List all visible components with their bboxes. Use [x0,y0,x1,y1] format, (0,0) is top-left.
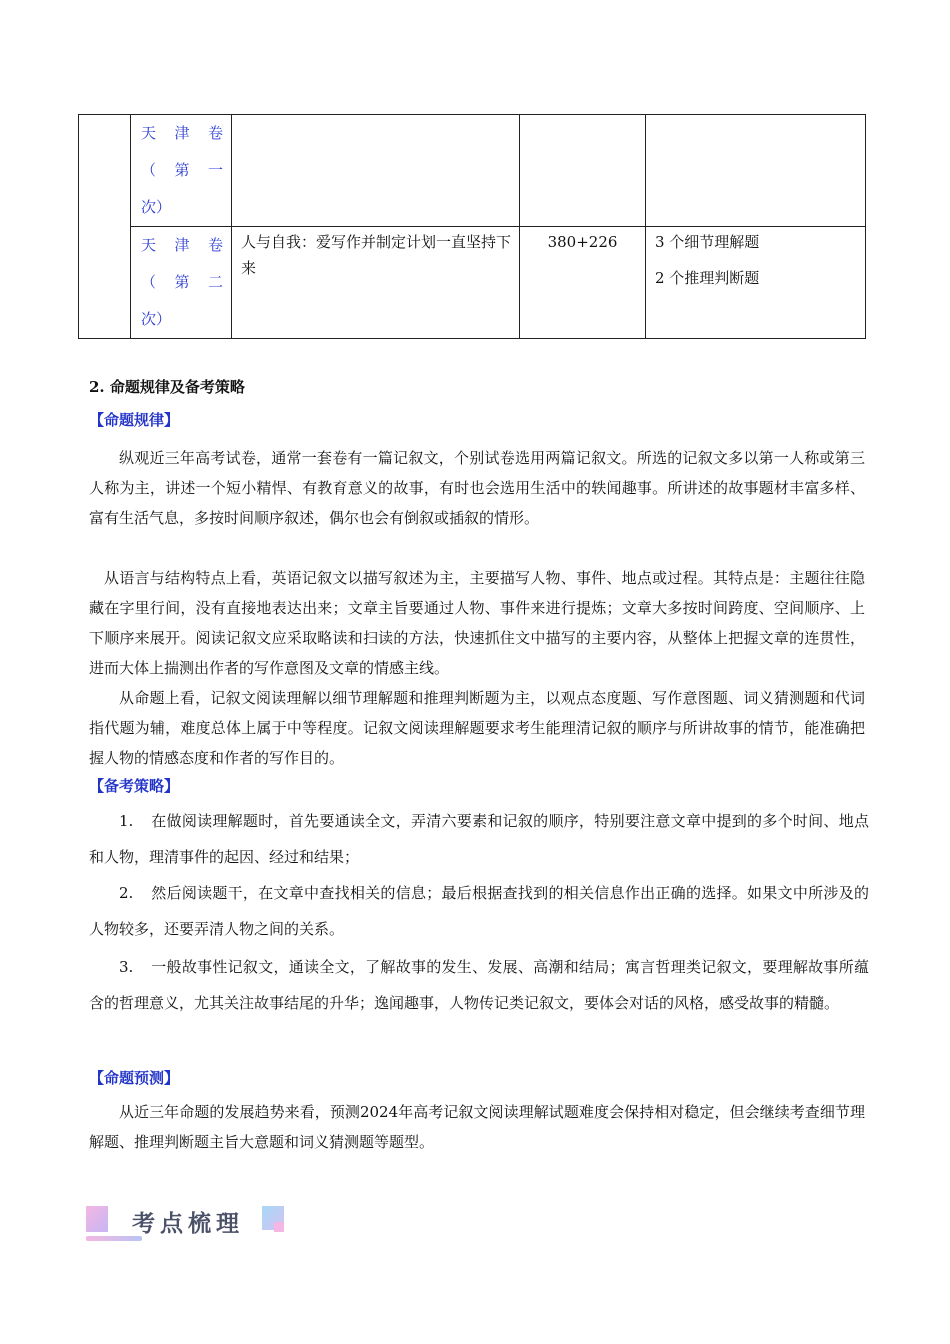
strategy-item-3: 3. 一般故事性记叙文，通读全文，了解故事的发生、发展、高潮和结局；寓言哲理类记叙文，要理解故事所蕴含的哲理意义，尤其关注故事结尾的升华；逸闻趣事，人物传记类记叙文，要体会对话的风格，感受故事的精髓。 [89,949,869,1021]
section-banner [86,1204,296,1244]
prediction-paragraph: 从近三年命题的发展趋势来看，预测2024年高考记叙文阅读理解试题难度会保持相对稳定，但会继续考查细节理解题、推理判断题主旨大意题和词义猜测题等题型。 [89,1103,865,1151]
strategy-item-1: 1. 在做阅读理解题时，首先要通读全文，弄清六要素和记叙的顺序，特别要注意文章中提到的多个时间、地点和人物，理清事件的起因、经过和结果； [89,803,869,875]
decor-square-icon [86,1206,108,1232]
table-cell-theme [232,115,520,227]
rules-paragraph-1: 纵观近三年高考试卷，通常一套卷有一篇记叙文，个别试卷选用两篇记叙文。所选的记叙文多以第一人称或第三人称为主，讲述一个短小精悍、有教育意义的故事，有时也会选用生活中的轶闻趣事。所讲述的故事题材丰富多样、富有生活气息，多按时间顺序叙述，偶尔也会有倒叙或插叙的情形。 [89,449,865,527]
exam-analysis-table [78,114,866,339]
banner-title: 考点梳理 [132,1211,244,1237]
strategy-item-2: 2. 然后阅读题干，在文章中查找相关的信息；最后根据查找到的相关信息作出正确的选择。如果文中所涉及的人物较多，还要弄清人物之间的关系。 [89,875,869,947]
rules-paragraph-3: 从命题上看，记叙文阅读理解以细节理解题和推理判断题为主，以观点态度题、写作意图题、词义猜测题和代词指代题为辅，难度总体上属于中等程度。记叙文阅读理解题要求考生能理清记叙的顺序与所讲故事的情节，能准确把握人物的情感态度和作者的写作目的。 [89,689,865,767]
table-cell-theme: 人与自我：爱写作并制定计划一直坚持下来 [232,227,520,339]
table-cell-word-count [520,115,646,227]
table-cell-word-count: 380+226 [520,227,646,339]
table-row [79,227,866,339]
table-cell-year [79,115,131,339]
table-cell-question-types [646,227,866,339]
strategy-tag: 【备考策略】 [89,777,180,795]
rules-tag: 【命题规律】 [89,411,180,429]
table-row [79,115,866,227]
table-cell-region: 天 津 卷 （ 第 二 次） [131,227,232,339]
table-cell-question-types [646,115,866,227]
decor-square-icon [274,1222,284,1232]
rules-paragraph-2: 从语言与结构特点上看，英语记叙文以描写叙述为主，主要描写人物、事件、地点或过程。其特点是：主题往往隐藏在字里行间，没有直接地表达出来；文章主旨要通过人物、事件来进行提炼；文章大多按时间跨度、空间顺序、上下顺序来展开。阅读记叙文应采取略读和扫读的方法，快速抓住文中描写的主要内容，从整体上把握文章的连贯性，进而大体上揣测出作者的写作意图及文章的情感主线。 [89,569,865,677]
list-number: 1. [119,812,134,830]
prediction-tag: 【命题预测】 [89,1069,180,1087]
question-type-item: 2 个推理判断题 [655,269,760,287]
section-heading: 2. 命题规律及备考策略 [89,378,245,396]
list-number: 3. [119,958,134,976]
question-type-item: 3 个细节理解题 [655,233,760,251]
list-number: 2. [119,884,134,902]
table-cell-region: 天 津 卷 （ 第 一 次） [131,115,232,227]
